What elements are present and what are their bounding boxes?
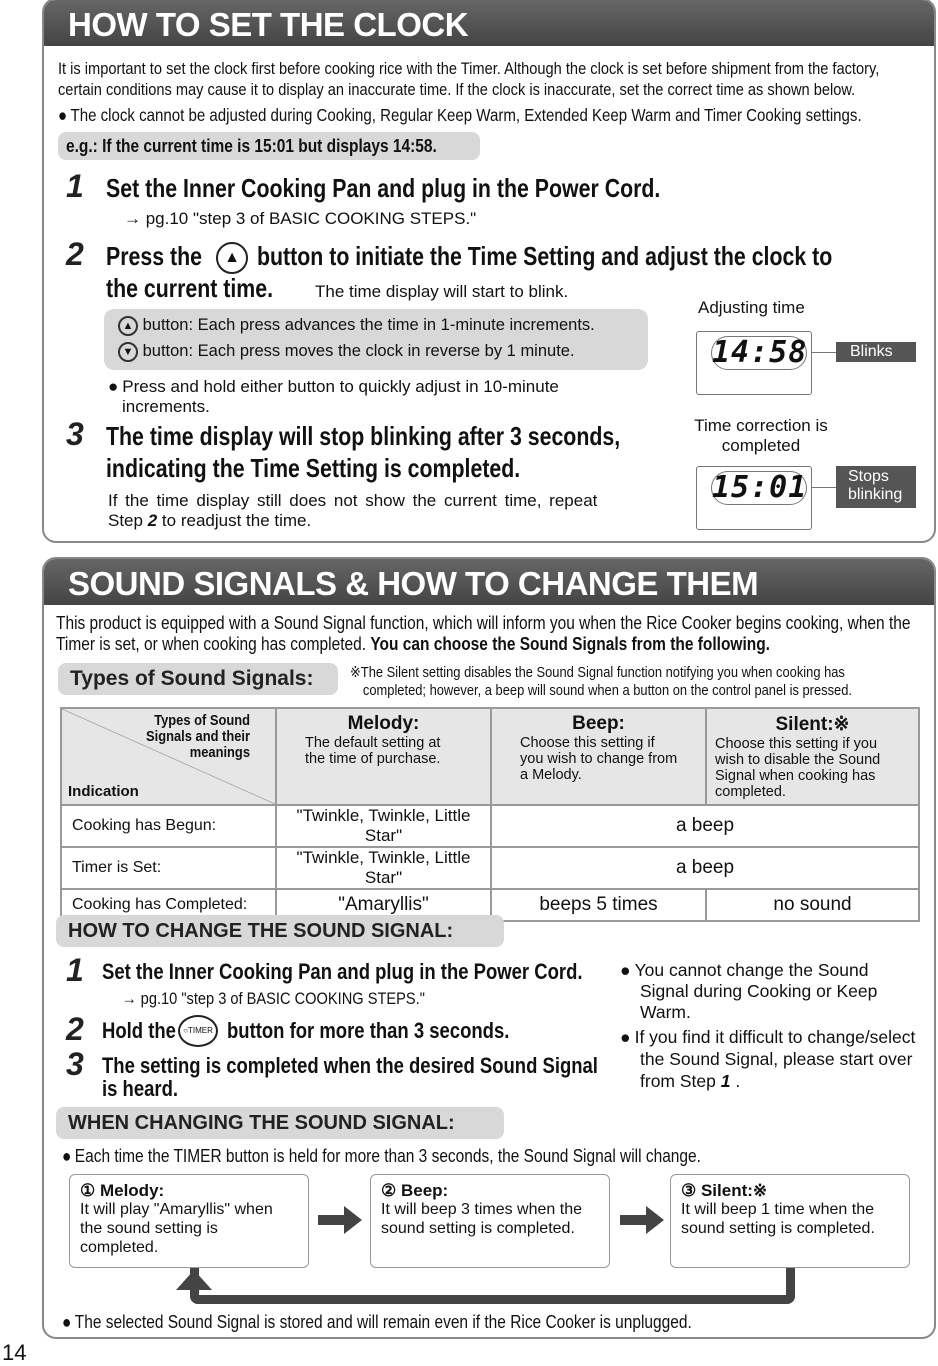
types-label: Types of Sound Signals: [58,663,338,695]
step-title: Press the [106,241,203,271]
sound-signal-table [60,707,920,922]
up-info [118,315,595,336]
step-title: button for more than 3 seconds. [227,1018,510,1043]
repeat-note-step: Step [108,511,143,530]
each-note: ● Each time the TIMER button is held for more than 3 seconds, the Sound Signal will change. [62,1146,701,1167]
down-info [118,341,575,362]
bullet: ● If you find it difficult to change/select the Sound Signal, please start over from Step 1 . [620,1026,920,1092]
step-title: the current time. [106,273,274,303]
section-title: SOUND SIGNALS & HOW TO CHANGE THEM [44,559,934,605]
connector-line [812,487,836,488]
down-info-text: button: Each press moves the clock in reverse by 1 minute. [142,342,575,360]
corner-top: Types of Sound Signals and their meanings [146,712,250,761]
step-ref-number: 1 [720,1071,731,1091]
example-text: e.g.: If the current time is 15:01 but displays 14:58. [66,136,437,156]
step-reference: → pg.10 "step 3 of BASIC COOKING STEPS." [124,209,477,228]
row-label: Cooking has Completed: [61,889,276,921]
step-title: Set the Inner Cooking Pan and plug in the Power Cord. [106,173,661,203]
step-number: 2 [66,1011,84,1047]
page-number: 14 [2,1340,27,1365]
up-info-text: button: Each press advances the time in 1-minute increments. [142,316,595,334]
col-desc: Choose this setting if you wish to disable the Sound Signal when cooking has completed. [715,736,881,800]
step-title: indicating the Time Setting is completed. [106,453,521,483]
step-number: 1 [66,168,84,204]
repeat-note-end: to readjust the time. [161,511,312,530]
step-number: 3 [66,416,84,452]
timer-button-icon: ○TIMER [178,1015,218,1047]
step-reference: → pg.10 "step 3 of BASIC COOKING STEPS." [122,989,425,1008]
clock-display-blinking [696,331,812,395]
connector-line [812,352,836,353]
stored-note: ● The selected Sound Signal is stored and will remain even if the Rice Cooker is unplugged. [62,1312,692,1333]
clock-intro: It is important to set the clock first before cooking rice with the Timer. Although the clock is set before shipment from the factory, certain conditions may cause it to display an inaccurate time. If the clock is inaccurate, set the correct time as shown below. [58,59,880,99]
step-number: 3 [66,1046,84,1082]
step-title: Set the Inner Cooking Pan and plug in the Power Cord. [102,959,583,984]
row-label: Timer is Set: [61,847,276,889]
return-arrow-line [190,1268,795,1304]
stops-blinking-tag: Stops blinking [836,466,916,508]
silent-box [670,1174,910,1268]
melody-box [69,1174,309,1268]
hold-note: ● Press and hold either button to quickly adjust in 10-minute increments. [108,377,638,417]
intro-text: This product is equipped with a Sound Signal function, which will inform you when the Rice Cooker begins cooking, when the Timer is set, or when cooking has completed. [56,613,911,654]
silent-header [706,708,919,805]
beep-silent-cell: a beep [491,847,919,889]
beep-silent-cell: a beep [491,805,919,847]
box-text: It will play "Amaryllis" when the sound setting is completed. [80,1201,273,1256]
step-title: button to initiate the Time Setting and adjust the clock to [257,241,833,271]
corner-header [61,708,276,805]
col-title: Beep: [572,713,625,734]
return-arrow-head [176,1270,212,1290]
section-title: HOW TO SET THE CLOCK [44,0,934,46]
col-title: Melody: [347,713,420,734]
arrow-right-icon [620,1215,646,1225]
when-label: WHEN CHANGING THE SOUND SIGNAL: [56,1107,504,1139]
melody-header [276,708,491,805]
box-title: ① Melody: [80,1181,165,1200]
col-title: Silent:※ [775,714,850,735]
arrow-head [344,1206,362,1234]
bullet-text: ● If you find it difficult to change/select the Sound Signal, please start over from Step [620,1027,915,1091]
col-desc: The default setting at the time of purchase. [305,735,441,767]
beep-cell: beeps 5 times [491,889,706,921]
clock-display-stopped [696,466,812,530]
up-button-icon: ▲ [216,242,248,274]
bullet: ● You cannot change the Sound Signal during Cooking or Keep Warm. [620,960,910,1023]
step-title: Hold the [102,1018,176,1043]
beep-header [491,708,706,805]
row-label: Cooking has Begun: [61,805,276,847]
repeat-note-2 [108,511,311,531]
display-label: Time correction is completed [694,416,828,455]
corner-bottom: Indication [68,783,139,800]
arrow-head [646,1206,664,1234]
box-title: ② Beep: [381,1181,449,1200]
table-row [61,847,919,889]
silent-note: ※The Silent setting disables the Sound Signal function notifying you when cooking has completed; however, a beep will sound when a button on the control panel is pressed. [350,664,852,699]
table-row [61,805,919,847]
repeat-note: If the time display still does not show the current time, repeat [108,491,598,510]
sound-intro [56,613,925,655]
display-time: 14:58 [712,335,808,370]
how-label: HOW TO CHANGE THE SOUND SIGNAL: [56,915,504,947]
step-ref-number: 2 [147,511,158,530]
step-number: 2 [66,236,84,272]
step-title: is heard. [102,1076,179,1101]
intro-bold: You can choose the Sound Signals from the following. [370,634,770,654]
silent-cell: no sound [706,889,919,921]
display-label: Adjusting time [698,298,805,317]
step-sub: The time display will start to blink. [315,282,569,301]
melody-cell: "Twinkle, Twinkle, Little Star" [276,805,491,847]
box-text: It will beep 3 times when the sound setting is completed. [381,1201,582,1237]
melody-cell: "Twinkle, Twinkle, Little Star" [276,847,491,889]
col-desc: Choose this setting if you wish to change from a Melody. [520,735,678,783]
up-button-icon: ▲ [118,316,138,336]
box-title: ③ Silent:※ [681,1181,768,1200]
blinks-tag: Blinks [836,342,916,362]
arrow-right-icon [318,1215,344,1225]
step-number: 1 [66,952,84,988]
down-button-icon: ▼ [118,342,138,362]
box-text: It will beep 1 time when the sound setting is completed. [681,1201,875,1237]
clock-note: ● The clock cannot be adjusted during Cooking, Regular Keep Warm, Extended Keep Warm and Timer Cooking settings. [58,105,862,125]
melody-cell: "Amaryllis" [276,889,491,921]
step-title: The time display will stop blinking after 3 seconds, [106,421,621,451]
timer-label: TIMER [187,1026,213,1035]
display-time: 15:01 [712,470,808,505]
beep-box [370,1174,610,1268]
step-title: The setting is completed when the desired Sound Signal [102,1053,598,1078]
